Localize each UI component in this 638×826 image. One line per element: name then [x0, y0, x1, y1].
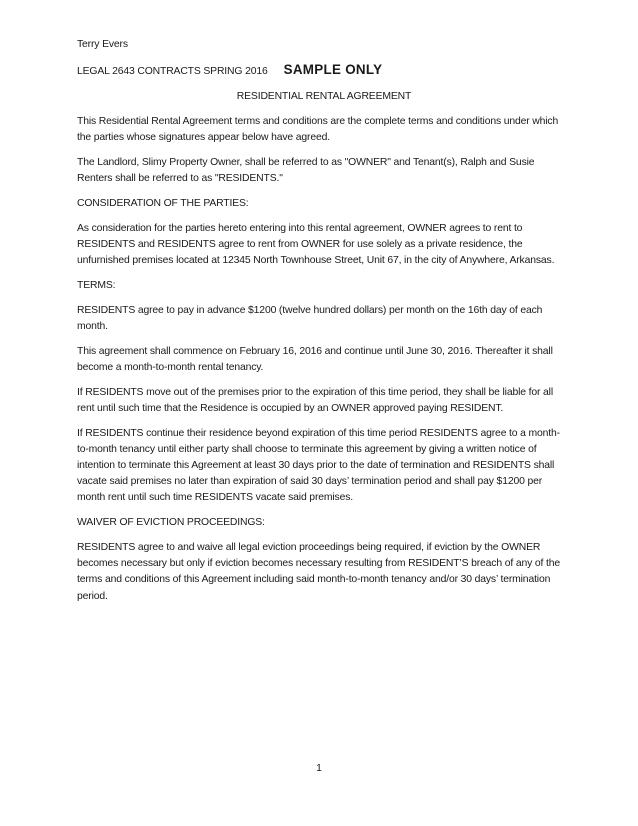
- parties-paragraph: The Landlord, Slimy Property Owner, shall be referred to as "OWNER" and Tenant(s), Ralph and Susie Renters shall be referred to as "RESIDENTS.": [77, 156, 535, 184]
- commencement-paragraph: This agreement shall commence on February 16, 2016 and continue until June 30, 2016. Thereafter it shall become a month-to-month rental tenancy.: [77, 345, 553, 373]
- consideration-paragraph: As consideration for the parties hereto entering into this rental agreement, OWNER agrees to rent to RESIDENTS and RESIDENTS agree to rent from OWNER for use solely as a private residence, the unfurnished premises located at 12345 North Townhouse Street, Unit 67, in the city of Anywhere, Arkansas.: [77, 222, 555, 266]
- waiver-paragraph: RESIDENTS agree to and waive all legal eviction proceedings being required, if eviction by the OWNER becomes necessary but only if eviction becomes necessary resulting from RESIDENT’S breach of any of the terms and conditions of this Agreement including said month-to-month tenancy and/or 30 days’ termination period.: [77, 542, 560, 602]
- section-heading-consideration: CONSIDERATION OF THE PARTIES:: [77, 197, 249, 209]
- sample-only-label: SAMPLE ONLY: [283, 61, 383, 77]
- section-heading-waiver: WAIVER OF EVICTION PROCEEDINGS:: [77, 517, 265, 529]
- intro-paragraph: This Residential Rental Agreement terms and conditions are the complete terms and conditions under which the parties whose signatures appear below have agreed.: [77, 115, 559, 143]
- author-name: Terry Evers: [77, 39, 128, 50]
- course-title: LEGAL 2643 CONTRACTS SPRING 2016: [77, 65, 268, 77]
- rent-paragraph: RESIDENTS agree to pay in advance $1200 (twelve hundred dollars) per month on the 16th day of each month.: [77, 304, 543, 332]
- agreement-title: RESIDENTIAL RENTAL AGREEMENT: [236, 90, 412, 102]
- move-out-paragraph: If RESIDENTS move out of the premises prior to the expiration of this time period, they shall be liable for all rent until such time that the Residence is occupied by an OWNER approved paying RESIDENT.: [77, 386, 553, 414]
- section-heading-terms: TERMS:: [77, 279, 116, 291]
- course-line: [77, 62, 565, 80]
- page-number: 1: [316, 763, 322, 774]
- continuation-paragraph: If RESIDENTS continue their residence beyond expiration of this time period RESIDENTS agree to a month-to-month tenancy until either party shall choose to terminate this agreement by giving a written notice of intention to terminate this Agreement at least 30 days prior to the date of termination and RESIDENTS shall vacate said premises no later than expiration of said 30 days’ termination period and shall pay $1200 per month rent until such time RESIDENTS vacate said premises.: [77, 427, 560, 504]
- document-body: [77, 37, 565, 613]
